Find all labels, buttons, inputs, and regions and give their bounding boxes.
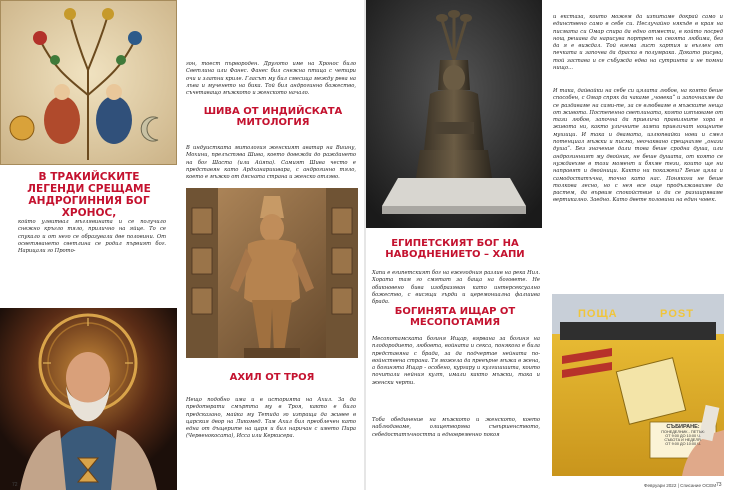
top-column-text-right: и екстаза, които можем да изпитаме докрай само и единствено само в себе си. Неслучайно някъде в края на писмата си Омар спира да едно отмести, в който посред нощ решава да нарисува портрет на своята любима, без да я е виждал. Той взема лист хартия и въглен от печката и започва да драска в полумрака. Докато рисува, той застава и се събужда едва на сутринта и не помни нищо... (553, 14, 723, 72)
left-page (0, 0, 364, 490)
hapi-statue-photo (366, 0, 542, 228)
collection-line: ПОНЕДЕЛНИК - ПЕТЪК: (661, 430, 705, 434)
right-page (366, 0, 730, 490)
footer-issue: Февруари 2022 | Списание ОСЕМ (644, 483, 717, 488)
article-ishtar-body: Месопотамската богиня Ищар, вярвана за богиня на плодородието, любовта, войната и секса, понякога е била представяна с брада, за да подчертае нейната по-войнствена страна. Тя можела да превърне мъжа в жена, а богинята Ищар - особено, кургару и кулгишшита, които почитали нейния култ, имали както мъжки, така и женски черти. (372, 336, 540, 386)
article-hapi-body: Хапи е египетският бог на ежегодния разлив на река Нил. Хората там го смятат за баща на боговете. Не обикновено бива изобразяван като интерсексуално божество, с висящи гърди и церемониална фалшива брада. (372, 270, 540, 306)
top-column-text-right-2: И така, дайвайки на себе си цялата любов, на която беше способен, с Омар спрях да чакаме „човека“ и започнахме да се раздаваме на сами-те, за се влюбваме в мъжките неща от живота. Постепенно светлината, която изпъкваме от тази любов, започна да привлича правилните хора в живота ни, както уличните лампи привличат нощните мушици. И така и двамата, излюпвайки нови и смел потенциал мъжки и писма, неочаквано срещнахме „онази душа“. Без значение дали това беше сродна душа, или андрогинният му двойник, не беше душата, от която се нуждаехме в този момент и бяхме тези, които ще ни направят и двойници. Както ни покажеш? Беше цяла и самодостатъчна, точно като нас. Понякога не беше толкова лесно, но с нея все още продължавахме да растем, да вървим спокойствие и да се разширяваме вертикално. Заедно. Като двете половини на един човек. (553, 88, 723, 204)
heading-achilles: АХИЛ ОТ ТРОЯ (229, 372, 315, 383)
chronos-illustration (0, 308, 177, 490)
collection-title: СЪБИРАНЕ: (666, 424, 700, 430)
article-shiva-body: В индуистката митология женският аватар на Вишну, Мохини, прелъстява Шива, което довежда до раждането на бог Шаста (или Айяпа). Самият Шива често е представян като Ардханаришвара, с андрогинно тяло, което е мъжко от дясната страна и женско отляво. (186, 145, 356, 181)
collection-line: СЪБОТА И НЕДЕЛЯ: (664, 438, 702, 442)
article-achilles-body: Нещо подобно има и в историята на Ахил. За да предотврати смъртта му в Троя, както е било предсказано, майка му Тетида го изпраща да живее в царския двор на Ликомед. Там Ахил бил преоблечен като една от дъщерите на царя и бил наричан с името Пира (Червенокосата), Исса или Керкисера. (186, 397, 356, 440)
collection-times-label (652, 424, 714, 446)
collection-line: ОТ 9:00 ДО 10:00 Ч. (665, 442, 701, 446)
heading-hapi: ЕГИПЕТСКИЯТ БОГ НА НАВОДНЕНИЕТО – ХАПИ (385, 238, 525, 261)
temple-sculpture-photo (186, 188, 358, 358)
postbox-sign-2: POST (660, 308, 694, 320)
page-number-left: 72 (12, 482, 18, 488)
postbox-sign: ПОЩА (578, 308, 618, 320)
postbox-photo (552, 294, 724, 476)
page-number-right: 73 (716, 482, 722, 488)
article-thracian-body: който улвитвал мъглявината и се получило снежно кръгло тяло, прилично на яйце. То се спукало и от него се образували две половини. От осветяването светлина се родил първият бог. Нарицали го Прото- (18, 219, 166, 255)
article-ishtar-body-2: Тоба обединение на мъжкото и женското, което наблюдаваме, олицетворява съвършенството, себедостатъчността и едновременно покоя (372, 417, 540, 438)
collection-line: ОТ 9:00 ДО 10:00 Ч. (665, 434, 701, 438)
heading-shiva: ШИВА ОТ ИНДИЙСКАТА МИТОЛОГИЯ (203, 106, 343, 129)
alchemy-manuscript-image (0, 0, 177, 165)
top-column-text: гон, тоест първороден. Другото име на Хронос било Светлина или Фанес. Фанес бил снежна птица с четири очи и златни криле. Гласът му бил смесица между рева на лъва и мученето на бика. Той бил андрогинно божество, съчетаващо мъжкото и женското начало. (186, 61, 356, 97)
heading-thracian-legends: В ТРАКИЙСКИТЕ ЛЕГЕНДИ СРЕЩАМЕ АНДРОГИННИЯ БОГ ХРОНОС, (27, 171, 151, 219)
heading-ishtar: БОГИНЯТА ИЩАР ОТ МЕСОПОТАМИЯ (394, 306, 516, 329)
